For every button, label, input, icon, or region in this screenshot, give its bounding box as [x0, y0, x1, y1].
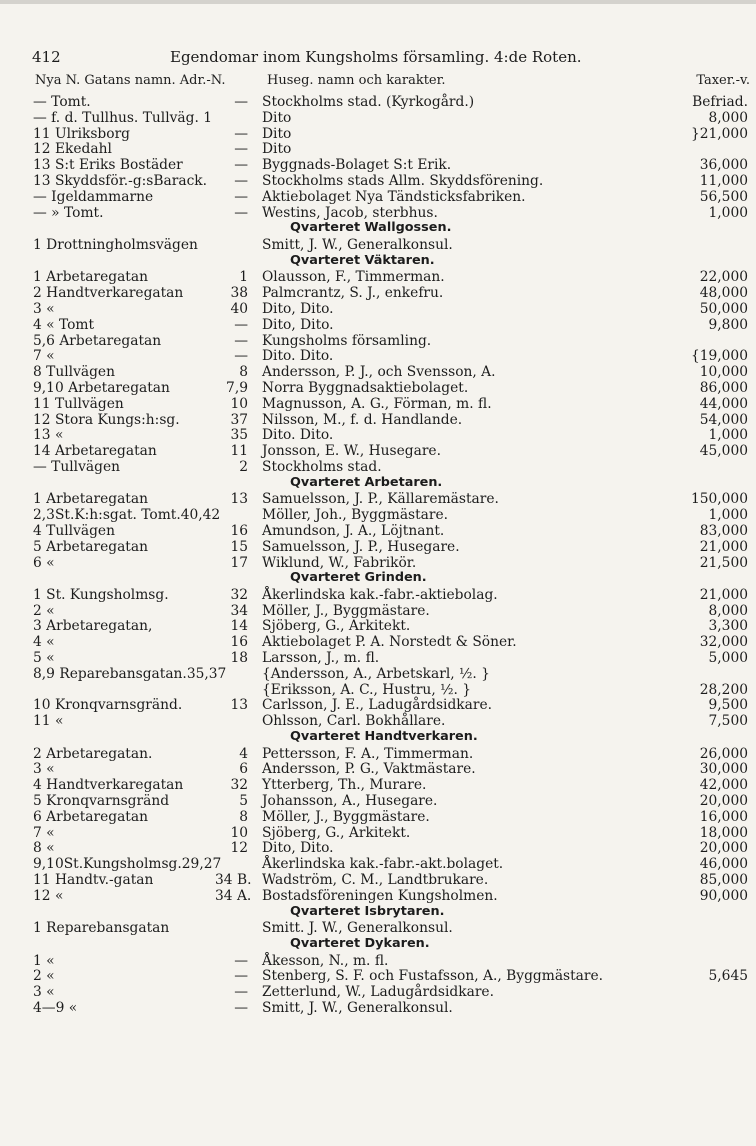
tax-value: 48,000: [699, 285, 748, 302]
column-headers: [35, 73, 750, 93]
property-owner: Amundson, J. A., Löjtnant.: [262, 522, 445, 539]
tax-value: 32,000: [699, 634, 748, 651]
property-address: 12 Stora Kungs:h:sg.: [33, 411, 180, 428]
property-owner: Aktiebolaget Nya Tändsticksfabriken.: [262, 188, 526, 205]
tax-value: 90,000: [699, 887, 748, 904]
property-owner: Möller, J., Byggmästare.: [262, 808, 430, 825]
tax-value: 50,000: [699, 300, 748, 317]
property-row: [0, 364, 756, 380]
tax-value: 42,000: [699, 777, 748, 794]
property-owner: Nilsson, M., f. d. Handlande.: [262, 411, 463, 428]
property-row: [0, 587, 756, 603]
quarter-heading-row: [0, 936, 756, 953]
property-row: [0, 825, 756, 841]
property-address: 8,9 Reparebansgatan.35,37: [33, 665, 227, 682]
property-address: 11 Tullvägen: [33, 395, 124, 412]
property-row: [0, 157, 756, 173]
house-number: 40: [230, 300, 248, 317]
property-row: [0, 713, 756, 729]
property-list: [0, 94, 756, 1016]
property-row: [0, 110, 756, 126]
tax-value: 85,000: [699, 872, 748, 889]
house-number: 13: [230, 491, 248, 508]
property-address: 11 Handtv.-gatan: [33, 872, 154, 889]
quarter-heading: Qvarteret Handtverkaren.: [290, 729, 478, 745]
property-row: [0, 746, 756, 762]
property-address: 5,6 Arbetaregatan: [33, 332, 162, 349]
house-number: 8: [239, 364, 248, 381]
house-number: 16: [230, 634, 248, 651]
tax-value: 150,000: [690, 491, 748, 508]
property-address: 3 «: [33, 984, 55, 1001]
property-address: 2 Arbetaregatan.: [33, 745, 153, 762]
house-number: —: [234, 316, 248, 333]
house-number: 2: [239, 458, 248, 475]
tax-value: 1,000: [708, 507, 748, 524]
property-address: — Igeldammarne: [33, 188, 154, 205]
property-row: [0, 317, 756, 333]
property-row: [0, 205, 756, 221]
property-address: 2 «: [33, 968, 55, 985]
property-address: 13 S:t Eriks Bostäder: [33, 157, 183, 174]
property-address: 3 «: [33, 761, 55, 778]
house-number: —: [234, 188, 248, 205]
property-row: [0, 141, 756, 157]
property-row: [0, 666, 756, 682]
property-row: [0, 856, 756, 872]
house-number: 16: [230, 522, 248, 539]
house-number: —: [234, 204, 248, 221]
house-number: 38: [230, 285, 248, 302]
house-number: 34 A.: [215, 887, 252, 904]
house-number: 1: [239, 269, 248, 286]
property-row: [0, 888, 756, 904]
tax-value: {19,000: [690, 348, 748, 365]
property-address: 3 Arbetaregatan,: [33, 618, 153, 635]
house-number: —: [234, 968, 248, 985]
property-owner: Stockholms stad. (Kyrkogård.): [262, 94, 475, 110]
property-address: 4 Handtverkaregatan: [33, 777, 184, 794]
tax-value: 56,500: [699, 188, 748, 205]
tax-value: 9,500: [708, 697, 748, 714]
property-address: 4—9 «: [33, 1000, 78, 1016]
property-owner: Åkerlindska kak.-fabr.-aktiebolag.: [262, 586, 498, 603]
property-row: [0, 777, 756, 793]
quarter-heading: Qvarteret Wallgossen.: [290, 220, 452, 236]
property-row: [0, 618, 756, 634]
property-address: 9,10St.Kungsholmsg.29,27: [33, 856, 222, 873]
tax-value: 5,000: [708, 650, 748, 667]
house-number: 17: [230, 554, 248, 571]
property-row: [0, 555, 756, 571]
property-address: 1 «: [33, 952, 55, 969]
house-number: —: [234, 348, 248, 365]
quarter-heading-row: [0, 220, 756, 237]
property-owner: Dito. Dito.: [262, 427, 334, 444]
property-owner: {Eriksson, A. C., Hustru, ½. }: [262, 681, 472, 698]
tax-value: Befriad.: [692, 94, 748, 110]
property-row: [0, 697, 756, 713]
property-row: [0, 380, 756, 396]
house-number: —: [234, 172, 248, 189]
house-number: —: [234, 332, 248, 349]
tax-value: 45,000: [699, 443, 748, 460]
property-owner: Aktiebolaget P. A. Norstedt & Söner.: [262, 634, 517, 651]
house-number: 7,9: [226, 379, 248, 396]
property-address: — f. d. Tullhus. Tullväg. 1: [33, 109, 213, 126]
tax-value: 3,300: [708, 618, 748, 635]
page-header: [32, 48, 732, 72]
tax-value: 8,000: [708, 602, 748, 619]
property-owner: Dito, Dito.: [262, 316, 334, 333]
house-number: 32: [230, 777, 248, 794]
property-owner: Stockholms stads Allm. Skyddsförening.: [262, 172, 544, 189]
property-owner: Magnusson, A. G., Förman, m. fl.: [262, 395, 492, 412]
property-owner: Andersson, P. G., Vaktmästare.: [262, 761, 476, 778]
property-row: [0, 953, 756, 969]
property-owner: Möller, Joh., Byggmästare.: [262, 507, 449, 524]
tax-value: 1,000: [708, 427, 748, 444]
property-address: 1 Arbetaregatan: [33, 491, 148, 508]
tax-value: 7,500: [708, 713, 748, 730]
property-owner: Sjöberg, G., Arkitekt.: [262, 824, 411, 841]
property-address: 1 Arbetaregatan: [33, 269, 148, 286]
property-address: — Tullvägen: [33, 458, 120, 475]
property-row: [0, 173, 756, 189]
property-address: 8 Tullvägen: [33, 364, 115, 381]
tax-value: 18,000: [699, 824, 748, 841]
tax-value: 54,000: [699, 411, 748, 428]
property-row: [0, 126, 756, 142]
property-owner: Byggnads-Bolaget S:t Erik.: [262, 157, 452, 174]
property-owner: Norra Byggnadsaktiebolaget.: [262, 379, 469, 396]
property-row: [0, 443, 756, 459]
property-row: [0, 301, 756, 317]
property-owner: {Andersson, A., Arbetskarl, ½. }: [262, 665, 490, 682]
tax-value: 20,000: [699, 840, 748, 857]
property-address: 4 «: [33, 634, 55, 651]
property-row: [0, 507, 756, 523]
property-row: [0, 603, 756, 619]
quarter-heading-row: [0, 729, 756, 746]
quarter-heading-row: [0, 253, 756, 270]
property-row: [0, 459, 756, 475]
property-owner: Åkerlindska kak.-fabr.-akt.bolaget.: [262, 856, 504, 873]
property-row: [0, 348, 756, 364]
property-owner: Samuelsson, J. P., Källaremästare.: [262, 491, 499, 508]
house-number: —: [234, 952, 248, 969]
property-owner: Pettersson, F. A., Timmerman.: [262, 745, 474, 762]
house-number: 37: [230, 411, 248, 428]
house-number: —: [234, 94, 248, 110]
owner-column-header: Huseg. namn och karakter.: [267, 73, 446, 88]
property-row: [0, 237, 756, 253]
property-address: 4 Tullvägen: [33, 522, 115, 539]
property-owner: Bostadsföreningen Kungsholmen.: [262, 887, 498, 904]
property-row: [0, 269, 756, 285]
property-owner: Jonsson, E. W., Husegare.: [262, 443, 441, 460]
tax-value: 5,645: [708, 968, 748, 985]
tax-value: 21,000: [699, 586, 748, 603]
house-number: 34 B.: [215, 872, 252, 889]
house-number: 34: [230, 602, 248, 619]
property-owner: Stockholms stad.: [262, 458, 382, 475]
property-address: 2 «: [33, 602, 55, 619]
property-owner: Åkesson, N., m. fl.: [262, 952, 389, 969]
property-row: [0, 968, 756, 984]
tax-value: 11,000: [699, 172, 748, 189]
tax-value: 44,000: [699, 395, 748, 412]
house-number: —: [234, 141, 248, 158]
property-row: [0, 984, 756, 1000]
property-address: 10 Kronqvarnsgränd.: [33, 697, 183, 714]
house-number: —: [234, 984, 248, 1001]
quarter-heading: Qvarteret Isbrytaren.: [290, 903, 445, 919]
property-owner: Stenberg, S. F. och Fustafsson, A., Byggmästare.: [262, 968, 604, 985]
property-address: 8 «: [33, 840, 55, 857]
tax-value: 46,000: [699, 856, 748, 873]
house-number: 15: [230, 538, 248, 555]
property-row: [0, 809, 756, 825]
house-number: 32: [230, 586, 248, 603]
property-owner: Ytterberg, Th., Murare.: [262, 777, 427, 794]
property-row: [0, 491, 756, 507]
quarter-heading-row: [0, 570, 756, 587]
tax-value: 1,000: [708, 204, 748, 221]
quarter-heading: Qvarteret Grinden.: [290, 570, 427, 586]
tax-value: 86,000: [699, 379, 748, 396]
property-owner: Sjöberg, G., Arkitekt.: [262, 618, 411, 635]
house-number: 18: [230, 650, 248, 667]
house-number: 6: [239, 761, 248, 778]
property-row: [0, 94, 756, 110]
property-row: [0, 920, 756, 936]
property-owner: Zetterlund, W., Ladugårdsidkare.: [262, 984, 494, 1001]
property-owner: Andersson, P. J., och Svensson, A.: [262, 364, 496, 381]
page-title: Egendomar inom Kungsholms församling. 4:de Roten.: [170, 48, 582, 66]
address-column-header: Nya N. Gatans namn. Adr.-N.: [35, 73, 226, 88]
property-row: [0, 427, 756, 443]
tax-value: 9,800: [708, 316, 748, 333]
quarter-heading-row: [0, 904, 756, 921]
property-owner: Dito. Dito.: [262, 348, 334, 365]
house-number: 4: [239, 745, 248, 762]
property-owner: Smitt, J. W., Generalkonsul.: [262, 1000, 453, 1016]
tax-value: }21,000: [690, 125, 748, 142]
property-row: [0, 793, 756, 809]
house-number: 5: [239, 793, 248, 810]
property-owner: Westins, Jacob, sterbhus.: [262, 204, 438, 221]
property-row: [0, 840, 756, 856]
property-address: 12 «: [33, 887, 64, 904]
quarter-heading: Qvarteret Väktaren.: [290, 252, 435, 268]
tax-value: 22,000: [699, 269, 748, 286]
property-owner: Olausson, F., Timmerman.: [262, 269, 445, 286]
property-row: [0, 333, 756, 349]
property-owner: Larsson, J., m. fl.: [262, 650, 380, 667]
property-address: 12 Ekedahl: [33, 141, 112, 158]
property-owner: Kungsholms församling.: [262, 332, 432, 349]
property-address: — Tomt.: [33, 94, 91, 110]
tax-value: 26,000: [699, 745, 748, 762]
property-address: 7 «: [33, 824, 55, 841]
house-number: 12: [230, 840, 248, 857]
tax-value: 28,200: [699, 681, 748, 698]
house-number: 10: [230, 395, 248, 412]
property-address: 7 «: [33, 348, 55, 365]
property-address: 6 Arbetaregatan: [33, 808, 148, 825]
property-owner: Dito: [262, 141, 292, 158]
tax-value: 16,000: [699, 808, 748, 825]
property-row: [0, 523, 756, 539]
property-owner: Ohlsson, Carl. Bokhållare.: [262, 713, 446, 730]
page-number: 412: [32, 48, 61, 66]
property-address: 2,3St.K:h:sgat. Tomt.40,42: [33, 507, 221, 524]
tax-value: 30,000: [699, 761, 748, 778]
property-address: 2 Handtverkaregatan: [33, 285, 184, 302]
property-owner: Samuelsson, J. P., Husegare.: [262, 538, 460, 555]
tax-value: 8,000: [708, 109, 748, 126]
property-row: [0, 650, 756, 666]
house-number: 11: [230, 443, 248, 460]
property-address: 1 Drottningholmsvägen: [33, 236, 198, 253]
property-address: — » Tomt.: [33, 204, 104, 221]
property-owner: Johansson, A., Husegare.: [262, 793, 438, 810]
property-owner: Wadström, C. M., Landtbrukare.: [262, 872, 489, 889]
property-address: 11 Ulriksborg: [33, 125, 130, 142]
property-owner: Dito: [262, 125, 292, 142]
tax-value: 21,000: [699, 538, 748, 555]
property-address: 6 «: [33, 554, 55, 571]
property-address: 9,10 Arbetaregatan: [33, 379, 170, 396]
tax-value: 36,000: [699, 157, 748, 174]
property-row: [0, 539, 756, 555]
property-address: 11 «: [33, 713, 64, 730]
property-owner: Dito: [262, 109, 292, 126]
property-row: [0, 872, 756, 888]
property-row: [0, 285, 756, 301]
property-owner: Möller, J., Byggmästare.: [262, 602, 430, 619]
house-number: 10: [230, 824, 248, 841]
property-address: 13 Skyddsför.-g:sBarack.: [33, 172, 208, 189]
property-owner: Carlsson, J. E., Ladugårdsidkare.: [262, 697, 493, 714]
property-row: [0, 189, 756, 205]
property-address: 1 Reparebansgatan: [33, 920, 170, 937]
property-row: [0, 412, 756, 428]
house-number: 14: [230, 618, 248, 635]
house-number: 8: [239, 808, 248, 825]
property-owner: Dito, Dito.: [262, 840, 334, 857]
house-number: 35: [230, 427, 248, 444]
property-row: [0, 1000, 756, 1016]
house-number: —: [234, 125, 248, 142]
property-owner: Smitt, J. W., Generalkonsul.: [262, 236, 453, 253]
tax-value: 83,000: [699, 522, 748, 539]
property-row: [0, 761, 756, 777]
tax-value: 10,000: [699, 364, 748, 381]
property-owner: Dito, Dito.: [262, 300, 334, 317]
property-owner: Wiklund, W., Fabrikör.: [262, 554, 417, 571]
property-owner: Smitt. J. W., Generalkonsul.: [262, 920, 453, 937]
property-address: 5 Arbetaregatan: [33, 538, 148, 555]
tax-value: 21,500: [699, 554, 748, 571]
quarter-heading: Qvarteret Arbetaren.: [290, 474, 443, 490]
quarter-heading-row: [0, 475, 756, 492]
house-number: 13: [230, 697, 248, 714]
property-address: 13 «: [33, 427, 64, 444]
property-address: 4 « Tomt: [33, 316, 95, 333]
property-row: [0, 682, 756, 698]
property-address: 14 Arbetaregatan: [33, 443, 157, 460]
property-row: [0, 396, 756, 412]
property-address: 1 St. Kungsholmsg.: [33, 586, 169, 603]
quarter-heading: Qvarteret Dykaren.: [290, 936, 430, 952]
property-address: 5 «: [33, 650, 55, 667]
house-number: —: [234, 157, 248, 174]
property-address: 3 «: [33, 300, 55, 317]
tax-column-header: Taxer.-v.: [696, 73, 750, 88]
property-row: [0, 634, 756, 650]
property-address: 5 Kronqvarnsgränd: [33, 793, 170, 810]
tax-value: 20,000: [699, 793, 748, 810]
property-owner: Palmcrantz, S. J., enkefru.: [262, 285, 444, 302]
house-number: —: [234, 1000, 248, 1016]
